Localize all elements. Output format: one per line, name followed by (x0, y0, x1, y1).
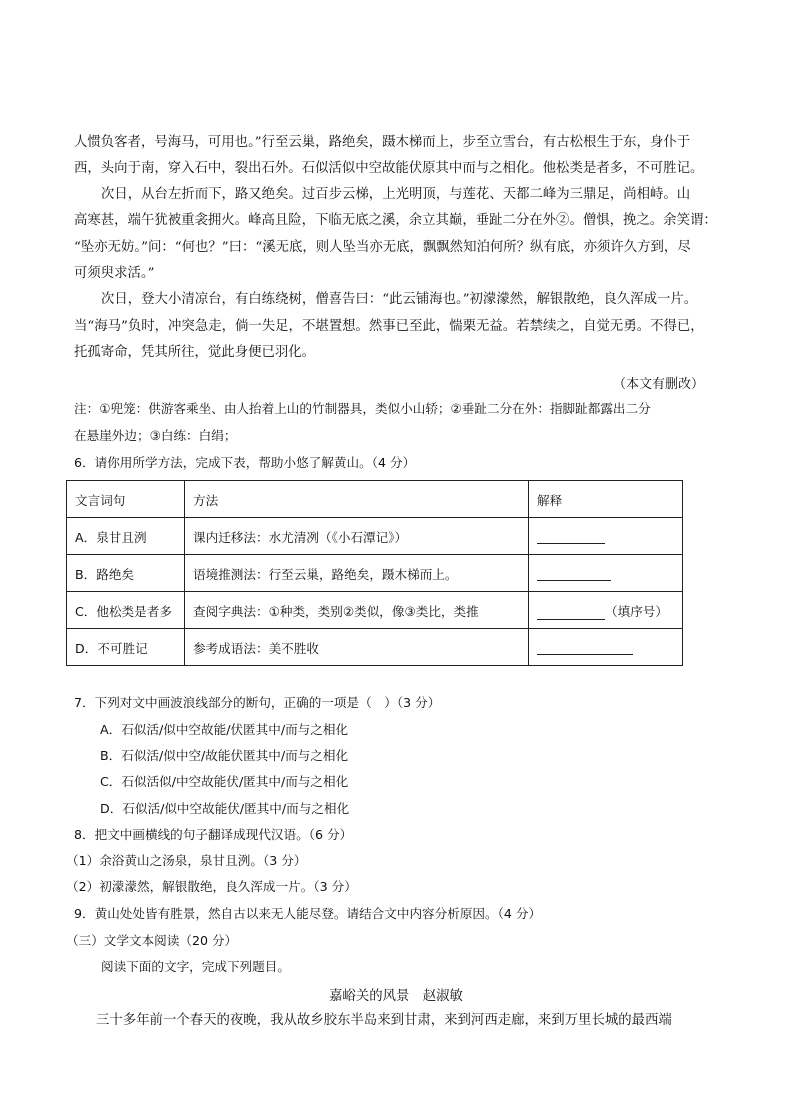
table-header-row (67, 481, 683, 518)
answer-cell (529, 518, 683, 555)
table-row (67, 629, 683, 666)
table-cell-word: A．泉甘且洌 (67, 518, 185, 555)
passage-line: 高寒甚，端午犹被重衾拥火。峰高且险，下临无底之溪，余立其巅，垂趾二分在外②。僧惧，挽之。余笑谓： (74, 213, 717, 228)
table-cell-method: 语境推测法：行至云巢，路绝矣，蹑木梯而上。 (185, 555, 529, 592)
answer-blank[interactable] (537, 529, 605, 544)
question-7-stem: 7．下列对文中画波浪线部分的断句，正确的一项是（ ）（3 分） (74, 695, 441, 710)
table-cell-method: 查阅字典法：①种类，类别②类似，像③类比，类推 (185, 592, 529, 629)
passage-line: 托孤寄命，凭其所往，觉此身便已羽化。 (74, 345, 316, 360)
section-heading: （三）文学文本阅读（20 分） (66, 933, 238, 948)
source-note: （本文有删改） (612, 377, 704, 392)
table-cell-word: D．不可胜记 (67, 629, 185, 666)
passage-line: “坠亦无妨。”问：“何也？”曰：“溪无底，则人坠当亦无底，飘飘然知泊何所？纵有底，亦须许久方到，尽 (74, 240, 691, 255)
table-header: 方法 (185, 481, 529, 518)
section-instruction: 阅读下面的文字，完成下列题目。 (101, 959, 290, 974)
answer-cell (529, 592, 683, 629)
table-row (67, 518, 683, 555)
table-row (67, 555, 683, 592)
table-header: 解释 (529, 481, 683, 518)
table-cell-method: 参考成语法：美不胜收 (185, 629, 529, 666)
option-b[interactable]: B．石似活/似中空/故能伏匿其中/而与之相化 (100, 748, 349, 763)
notes-line: 注：①兜笼：供游客乘坐、由人抬着上山的竹制器具，类似小山轿；②垂趾二分在外：指脚趾都露出二分 (74, 401, 651, 416)
passage-line: 人惯负客者，号海马，可用也。”行至云巢，路绝矣，蹑木梯而上，步至立雪台，有古松根生于东，身仆于 (74, 135, 691, 150)
question-9-stem: 9．黄山处处皆有胜景，然自古以来无人能尽登。请结合文中内容分析原因。（4 分） (74, 906, 542, 921)
answer-cell (529, 555, 683, 592)
table-cell-word: C．他松类是者多 (67, 592, 185, 629)
table-row (67, 592, 683, 629)
passage-line: 可须臾求活。” (74, 266, 155, 281)
q6-table (66, 480, 683, 666)
question-8-sub1: （1）余浴黄山之汤泉，泉甘且洌。（3 分） (66, 853, 307, 868)
answer-cell (529, 629, 683, 666)
answer-hint: （填序号） (605, 603, 668, 619)
passage-line: 次日，从台左折而下，路又绝矣。过百步云梯，上光明顶，与莲花、天都二峰为三鼎足，尚相峙。山 (101, 187, 691, 202)
passage-line: 当“海马”负时，冲突急走，倘一失足，不堪置想。然事已至此，惴栗无益。若禁续之，自觉无勇。不得已， (74, 319, 704, 334)
answer-blank[interactable] (537, 640, 633, 655)
article-title: 嘉峪关的风景 赵淑敏 (329, 989, 463, 1004)
option-c[interactable]: C．石似活似/中空故能伏/匿其中/而与之相化 (100, 774, 349, 789)
question-6-stem: 6．请你用所学方法，完成下表，帮助小悠了解黄山。（4 分） (74, 455, 416, 470)
question-8-sub2: （2）初濛濛然，解银散绝，良久浑成一片。（3 分） (66, 879, 357, 894)
passage-line: 次日，登大小清凉台，有白练绕树，僧喜告曰：“此云铺海也。”初濛濛然，解银散绝，良久浑成一片。 (101, 292, 698, 307)
notes-line: 在悬崖外边；③白练：白绢； (74, 428, 237, 443)
answer-blank[interactable] (537, 566, 611, 581)
table-cell-word: B．路绝矣 (67, 555, 185, 592)
option-d[interactable]: D．石似活/似中空故能伏/匿其中/而与之相化 (100, 801, 350, 816)
table-header: 文言词句 (67, 481, 185, 518)
question-8-stem: 8．把文中画横线的句子翻译成现代汉语。（6 分） (74, 827, 353, 842)
option-a[interactable]: A．石似活/似中空故能/伏匿其中/而与之相化 (100, 722, 349, 737)
article-first-line: 三十多年前一个春天的夜晚，我从故乡胶东半岛来到甘肃，来到河西走廊，来到万里长城的最西端 (96, 1013, 672, 1028)
table-cell-method: 课内迁移法：水尤清冽（《小石潭记》） (185, 518, 529, 555)
passage-line: 西，头向于南，穿入石中，裂出石外。石似活似中空故能伏原其中而与之相化。他松类是者多，不可胜记。 (74, 161, 704, 176)
answer-blank[interactable] (537, 605, 605, 620)
